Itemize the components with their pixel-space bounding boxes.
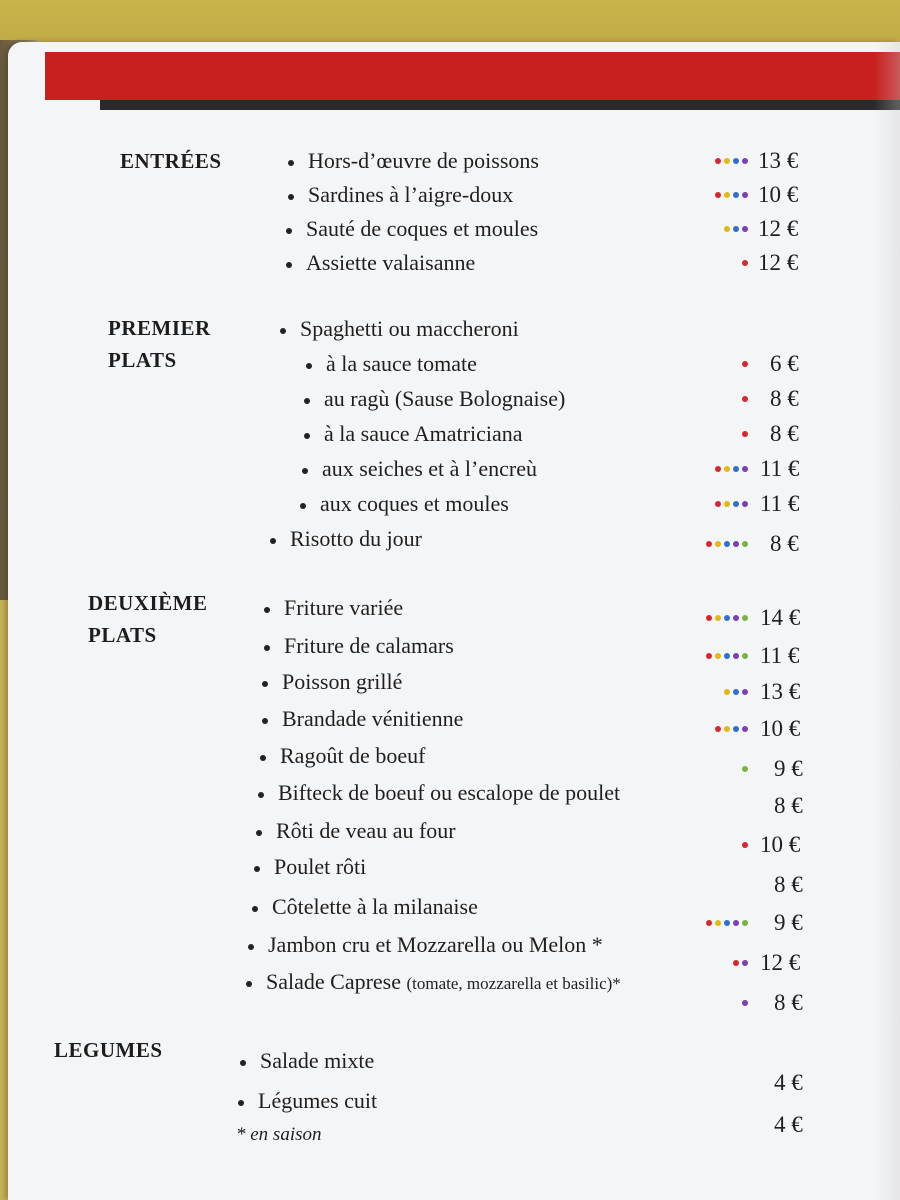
menu-item-price: 4 € — [774, 1112, 803, 1137]
menu-item-label: aux seiches et à l’encreù — [322, 456, 537, 481]
green-dot-icon — [742, 541, 748, 547]
menu-item-label: Assiette valaisanne — [306, 250, 476, 275]
section-title-entrees: ENTRÉES — [120, 149, 222, 173]
menu-item — [270, 524, 422, 554]
menu-item — [258, 778, 620, 808]
green-dot-icon — [742, 615, 748, 621]
menu-item — [240, 1046, 374, 1076]
purple-dot-icon — [733, 653, 739, 659]
yellow-dot-icon — [724, 501, 730, 507]
bullet-icon — [264, 645, 270, 651]
menu-item-price: 12 € — [758, 250, 799, 275]
menu-item — [246, 967, 621, 997]
bullet-icon — [262, 718, 268, 724]
menu-item-price: 6 € — [770, 351, 799, 376]
red-dot-icon — [733, 960, 739, 966]
dietary-dots — [668, 529, 748, 559]
bullet-icon — [302, 468, 308, 474]
menu-item — [262, 667, 402, 697]
purple-dot-icon — [733, 541, 739, 547]
yellow-dot-icon — [724, 726, 730, 732]
dietary-dots — [668, 641, 748, 671]
menu-item-price: 8 € — [770, 531, 799, 556]
bullet-icon — [288, 194, 294, 200]
dietary-dots — [668, 489, 748, 519]
bullet-icon — [246, 981, 252, 987]
yellow-dot-icon — [715, 920, 721, 926]
menu-item — [256, 816, 456, 846]
menu-item-label: Ragoût de boeuf — [280, 743, 426, 768]
menu-item — [260, 741, 425, 771]
bullet-icon — [252, 906, 258, 912]
bullet-icon — [240, 1060, 246, 1066]
blue-dot-icon — [733, 466, 739, 472]
menu-item — [280, 314, 519, 344]
bullet-icon — [258, 792, 264, 798]
dietary-dots — [668, 603, 748, 633]
purple-dot-icon — [742, 226, 748, 232]
menu-item — [286, 248, 475, 278]
menu-item-label: Rôti de veau au four — [276, 818, 456, 843]
yellow-dot-icon — [715, 653, 721, 659]
menu-item-price: 11 € — [760, 456, 800, 481]
red-dot-icon — [742, 361, 748, 367]
blue-dot-icon — [724, 920, 730, 926]
menu-item-price: 9 € — [774, 756, 803, 781]
menu-item-label: Poisson grillé — [282, 669, 403, 694]
dietary-dots — [668, 384, 748, 414]
dietary-dots — [668, 830, 748, 860]
menu-item — [304, 384, 565, 414]
menu-item-label: Spaghetti ou maccheroni — [300, 316, 519, 341]
menu-item-label: Brandade vénitienne — [282, 706, 464, 731]
blue-dot-icon — [724, 541, 730, 547]
menu-item-label: Sardines à l’aigre-doux — [308, 182, 514, 207]
red-dot-icon — [715, 726, 721, 732]
menu-item-price: 13 € — [758, 148, 799, 173]
menu-item-label: Friture variée — [284, 595, 404, 620]
bullet-icon — [264, 607, 270, 613]
menu-item — [262, 704, 463, 734]
red-dot-icon — [715, 501, 721, 507]
bullet-icon — [248, 944, 254, 950]
dietary-dots — [668, 677, 748, 707]
purple-dot-icon — [742, 960, 748, 966]
dietary-dots — [668, 180, 748, 210]
bullet-icon — [300, 503, 306, 509]
yellow-dot-icon — [724, 158, 730, 164]
red-dot-icon — [706, 920, 712, 926]
green-dot-icon — [742, 920, 748, 926]
red-dot-icon — [706, 653, 712, 659]
menu-item-price: 11 € — [760, 491, 800, 516]
menu-item-price: 13 € — [760, 679, 801, 704]
yellow-dot-icon — [715, 615, 721, 621]
menu-item-price: 4 € — [774, 1070, 803, 1095]
menu-page — [8, 42, 900, 1200]
menu-item-label: Poulet rôti — [274, 854, 367, 879]
purple-dot-icon — [742, 192, 748, 198]
green-dot-icon — [742, 653, 748, 659]
menu-item — [238, 1086, 377, 1116]
yellow-dot-icon — [724, 226, 730, 232]
menu-item-price: 8 € — [770, 421, 799, 446]
menu-item-label: Salade mixte — [260, 1048, 375, 1073]
purple-dot-icon — [742, 726, 748, 732]
dietary-dots — [668, 419, 748, 449]
menu-item-price: 10 € — [760, 832, 801, 857]
menu-item — [288, 180, 513, 210]
blue-dot-icon — [733, 226, 739, 232]
menu-item-price: 11 € — [760, 643, 800, 668]
green-dot-icon — [742, 766, 748, 772]
yellow-dot-icon — [724, 466, 730, 472]
blue-dot-icon — [733, 501, 739, 507]
blue-dot-icon — [724, 615, 730, 621]
menu-item-label: Légumes cuit — [258, 1088, 378, 1113]
blue-dot-icon — [724, 653, 730, 659]
red-dot-icon — [715, 158, 721, 164]
red-dot-icon — [715, 192, 721, 198]
purple-dot-icon — [742, 689, 748, 695]
bullet-icon — [256, 830, 262, 836]
bullet-icon — [270, 538, 276, 544]
blue-dot-icon — [733, 689, 739, 695]
red-dot-icon — [706, 541, 712, 547]
footnote: * en saison — [236, 1124, 322, 1145]
menu-item-label: au ragù (Sause Bolognaise) — [324, 386, 566, 411]
menu-item-note: (tomate, mozzarella et basilic)* — [406, 974, 621, 993]
menu-item-price: 8 € — [774, 990, 803, 1015]
bullet-icon — [288, 160, 294, 166]
blue-dot-icon — [733, 192, 739, 198]
purple-dot-icon — [742, 158, 748, 164]
menu-item-price: 14 € — [760, 605, 801, 630]
menu-item-price: 12 € — [760, 950, 801, 975]
menu-item-label: à la sauce Amatriciana — [324, 421, 523, 446]
bullet-icon — [304, 398, 310, 404]
bullet-icon — [306, 363, 312, 369]
menu-item-price: 9 € — [774, 910, 803, 935]
menu-item-price: 8 € — [774, 793, 803, 818]
dietary-dots — [668, 214, 748, 244]
yellow-dot-icon — [724, 689, 730, 695]
bullet-icon — [286, 262, 292, 268]
menu-item — [264, 631, 454, 661]
bullet-icon — [254, 866, 260, 872]
menu-item-label: aux coques et moules — [320, 491, 509, 516]
blue-dot-icon — [733, 726, 739, 732]
red-dot-icon — [706, 615, 712, 621]
menu-item — [252, 892, 478, 922]
red-dot-icon — [742, 396, 748, 402]
bullet-icon — [238, 1100, 244, 1106]
menu-item-price: 8 € — [774, 872, 803, 897]
dietary-dots — [668, 908, 748, 938]
menu-item — [304, 419, 523, 449]
dietary-dots — [668, 988, 748, 1018]
menu-item — [254, 852, 366, 882]
purple-dot-icon — [742, 1000, 748, 1006]
red-dot-icon — [715, 466, 721, 472]
blue-dot-icon — [733, 158, 739, 164]
yellow-dot-icon — [715, 541, 721, 547]
menu-item — [300, 489, 509, 519]
section-title-legumes: LEGUMES — [54, 1038, 163, 1062]
menu-item-label: Hors-d’œuvre de poissons — [308, 148, 539, 173]
purple-dot-icon — [742, 501, 748, 507]
menu-item-label: Risotto du jour — [290, 526, 423, 551]
menu-item-label: Friture de calamars — [284, 633, 454, 658]
dietary-dots — [668, 248, 748, 278]
menu-item-price: 8 € — [770, 386, 799, 411]
red-dot-icon — [742, 431, 748, 437]
menu-item-price: 12 € — [758, 216, 799, 241]
dietary-dots — [668, 146, 748, 176]
purple-dot-icon — [733, 615, 739, 621]
dietary-dots — [668, 454, 748, 484]
menu-item — [264, 593, 403, 623]
dietary-dots — [668, 754, 748, 784]
menu-item — [286, 214, 538, 244]
red-dot-icon — [742, 260, 748, 266]
yellow-dot-icon — [724, 192, 730, 198]
menu-item-price: 10 € — [760, 716, 801, 741]
menu-item-label: Sauté de coques et moules — [306, 216, 539, 241]
menu-item-label: à la sauce tomate — [326, 351, 477, 376]
bullet-icon — [304, 433, 310, 439]
section-title-deuxieme-plats: DEUXIÈME PLATS — [88, 591, 208, 647]
dietary-dots — [668, 714, 748, 744]
menu-item-label: Salade Caprese — [266, 969, 401, 994]
menu-item-price: 10 € — [758, 182, 799, 207]
menu-item-label: Côtelette à la milanaise — [272, 894, 478, 919]
menu-item — [248, 930, 603, 960]
menu-item — [306, 349, 477, 379]
purple-dot-icon — [742, 466, 748, 472]
bullet-icon — [280, 328, 286, 334]
menu-content — [8, 42, 900, 1200]
purple-dot-icon — [733, 920, 739, 926]
dietary-dots — [668, 349, 748, 379]
bullet-icon — [262, 681, 268, 687]
section-title-premier-plats: PREMIER PLATS — [108, 316, 211, 372]
menu-item — [302, 454, 537, 484]
plastic-sheen — [874, 42, 900, 1200]
red-dot-icon — [742, 842, 748, 848]
dietary-dots — [668, 948, 748, 978]
bullet-icon — [286, 228, 292, 234]
menu-item-label: Bifteck de boeuf ou escalope de poulet — [278, 780, 621, 805]
menu-item-label: Jambon cru et Mozzarella ou Melon * — [268, 932, 603, 957]
bullet-icon — [260, 755, 266, 761]
menu-item — [288, 146, 539, 176]
